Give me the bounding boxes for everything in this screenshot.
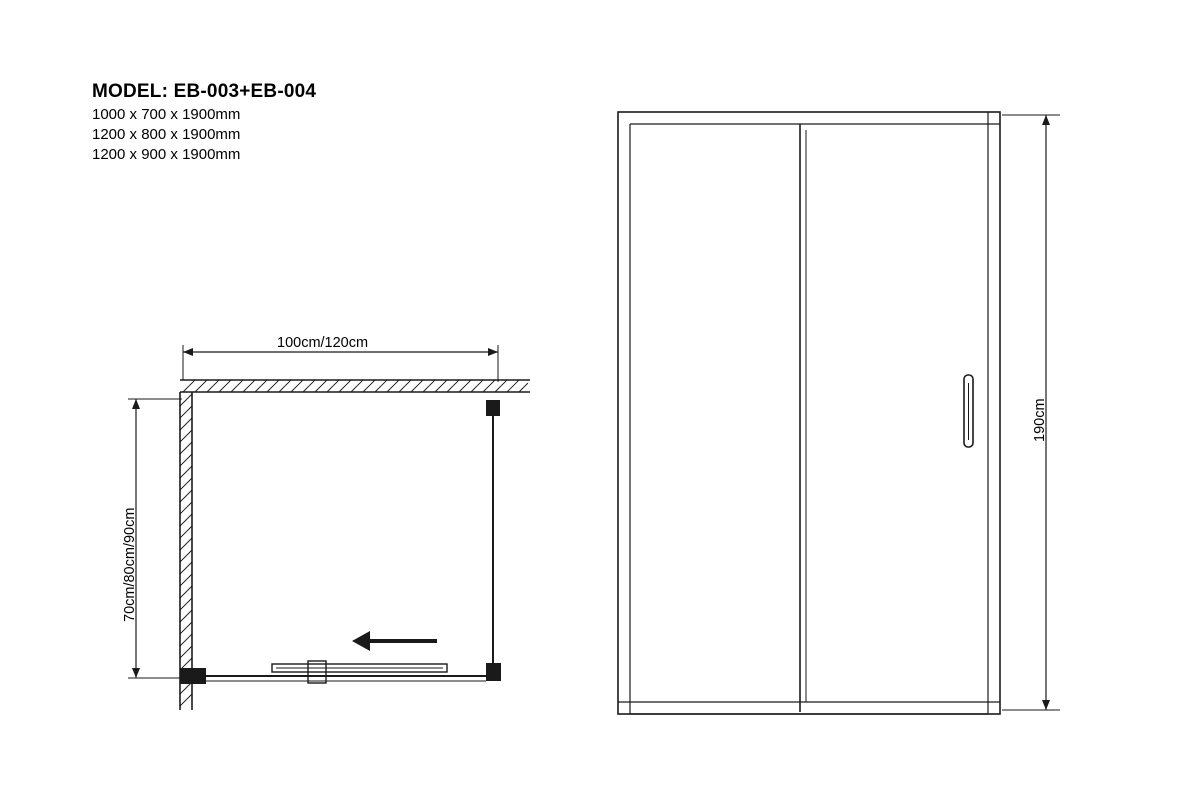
elevation-frame [618, 112, 1000, 714]
elevation-door-divider [800, 124, 806, 712]
size-line-3: 1200 x 900 x 1900mm [92, 146, 241, 163]
elevation-height-dimension-label: 190cm [1032, 398, 1048, 442]
size-line-1: 1000 x 700 x 1900mm [92, 106, 241, 123]
plan-width-dimension-label: 100cm/120cm [277, 335, 369, 351]
elevation-height-dimension [1002, 115, 1060, 710]
door-handle[interactable] [964, 375, 973, 447]
page-title: MODEL: EB-003+EB-004 [92, 81, 317, 102]
size-line-2: 1200 x 800 x 1900mm [92, 126, 241, 143]
plan-depth-dimension-label: 70cm/80cm/90cm [122, 507, 138, 622]
